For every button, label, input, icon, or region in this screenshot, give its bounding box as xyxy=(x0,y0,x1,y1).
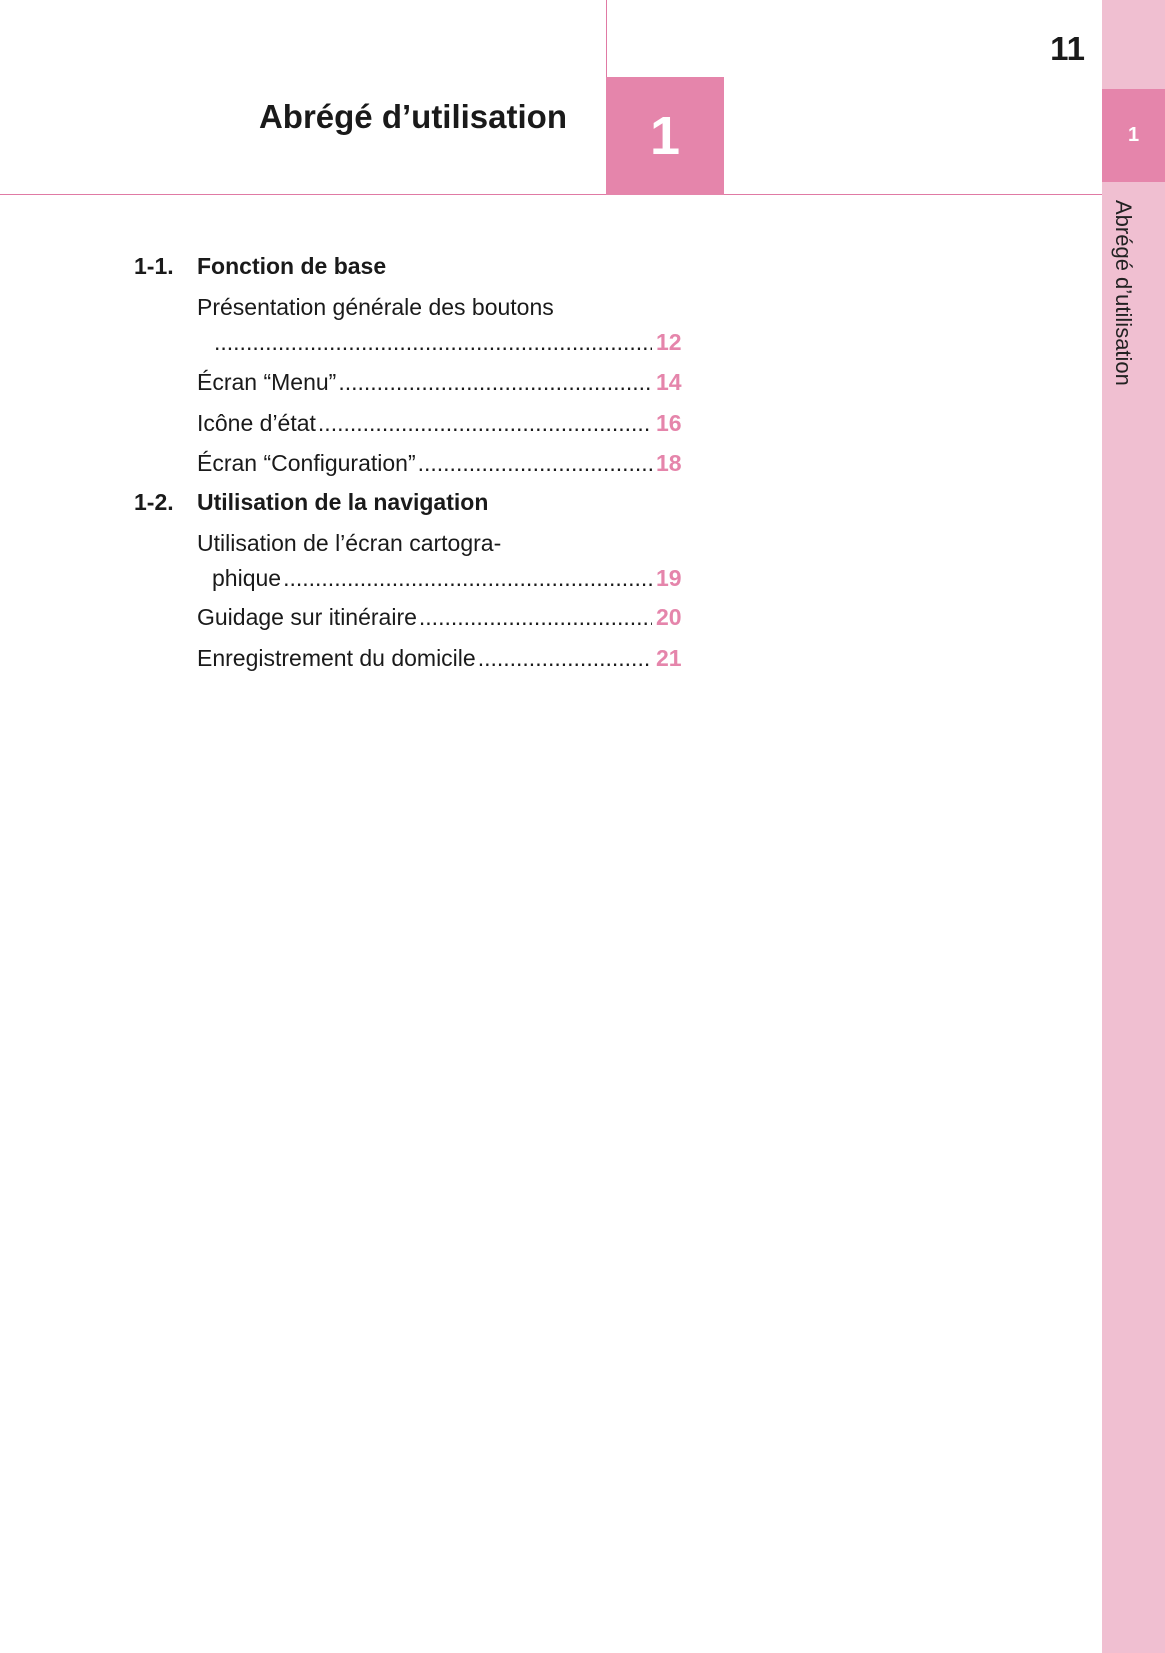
entry-title: Guidage sur itinéraire xyxy=(197,604,417,630)
dot-leader xyxy=(419,604,652,631)
entry-page[interactable]: 19 xyxy=(656,565,682,591)
dot-leader xyxy=(478,645,652,672)
entry-title: Utilisation de l’écran cartogra- xyxy=(197,530,502,556)
toc-section-1-1[interactable] xyxy=(134,253,386,280)
entry-title: Écran “Menu” xyxy=(197,369,337,395)
entry-page[interactable]: 21 xyxy=(656,645,682,671)
chapter-title: Abrégé d’utilisation xyxy=(258,98,567,135)
header-divider xyxy=(0,194,1102,195)
section-title: Fonction de base xyxy=(197,253,387,279)
dot-leader xyxy=(214,329,652,356)
entry-title: Icône d’état xyxy=(197,410,316,436)
toc-entry[interactable] xyxy=(197,645,692,672)
entry-page[interactable]: 12 xyxy=(656,329,682,355)
toc-entry[interactable] xyxy=(197,294,692,356)
section-number: 1-1. xyxy=(134,253,174,279)
header-vertical-rule xyxy=(606,0,607,77)
dot-leader xyxy=(418,450,652,477)
toc-entry[interactable] xyxy=(197,530,692,592)
toc-entry[interactable] xyxy=(197,604,692,631)
entry-page[interactable]: 16 xyxy=(656,410,682,436)
entry-page[interactable]: 14 xyxy=(656,369,682,395)
dot-leader xyxy=(318,410,652,437)
toc-entry[interactable] xyxy=(197,450,692,477)
section-title: Utilisation de la navigation xyxy=(197,489,489,515)
side-chapter-tab[interactable]: 1 xyxy=(1102,89,1165,182)
entry-page[interactable]: 20 xyxy=(656,604,682,630)
section-number: 1-2. xyxy=(134,489,174,515)
side-chapter-label: Abrégé d’utilisation xyxy=(1111,200,1136,386)
page-number: 11 xyxy=(1050,30,1085,67)
entry-title-cont: phique xyxy=(212,565,282,591)
entry-title: Enregistrement du domicile xyxy=(197,645,476,671)
entry-page[interactable]: 18 xyxy=(656,450,682,476)
toc-entry[interactable] xyxy=(197,369,692,396)
dot-leader xyxy=(338,369,652,396)
entry-title: Présentation générale des boutons xyxy=(197,294,554,320)
toc-entry[interactable] xyxy=(197,410,692,437)
dot-leader xyxy=(283,565,652,592)
chapter-number-box: 1 xyxy=(606,77,724,195)
toc-section-1-2[interactable] xyxy=(134,489,488,516)
entry-title: Écran “Configuration” xyxy=(197,450,416,476)
